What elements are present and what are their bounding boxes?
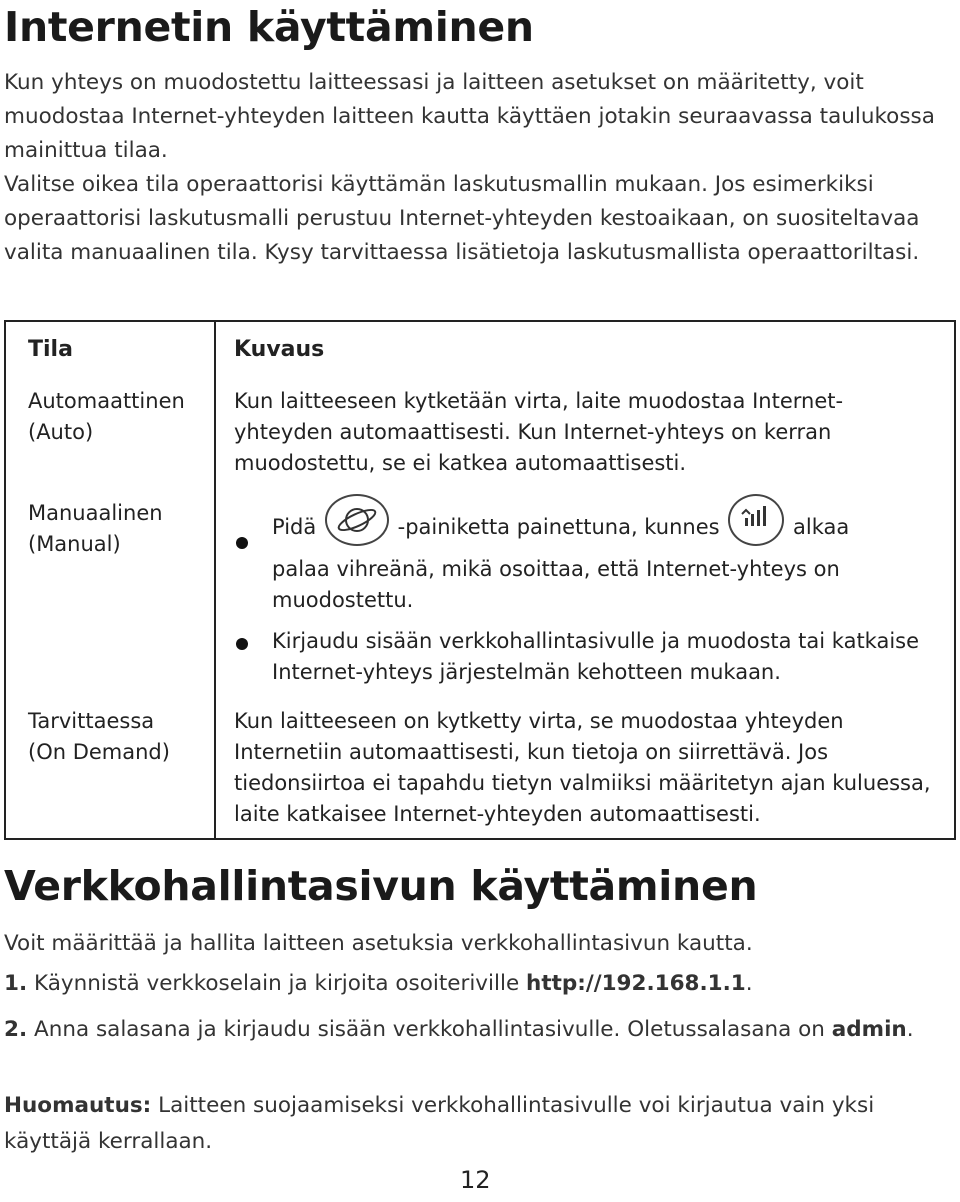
bullet-icon [236,537,248,549]
router-url: http://192.168.1.1 [526,971,746,996]
bullet1-pre: Pidä [272,515,317,539]
mode-code: (Auto) [28,420,94,444]
bullet1-mid: -painiketta painettuna, kunnes [397,515,720,539]
table-row-auto-description: Kun laitteeseen kytketään virta, laite muodostaa Internet-yhteyden automaattisesti. Kun Internet-yhteys on kerran muodostettu, se ei katkea automaattisesti. [234,389,844,475]
step-2 [4,1012,954,1048]
note-label: Huomautus: [4,1093,152,1118]
intro-paragraph-2: Valitse oikea tila operaattorisi käyttämän laskutusmallin mukaan. Jos esimerkiksi operaattorisi laskutusmalli perustuu Internet-yhteyden kestoaikaan, on suositeltavaa valita manuaalinen tila. Kysy tarvittaessa lisätietoja laskutusmallista operaattoriltasi. [4,172,920,265]
table-column-divider [214,322,216,838]
bullet1-rest: palaa vihreänä, mikä osoittaa, että Internet-yhteys on muodostettu. [272,557,840,612]
table-row-ondemand-mode [28,706,170,768]
modes-table [4,320,956,840]
step-number: 2. [4,1017,28,1042]
globe-button-icon [325,494,389,546]
mode-code: (Manual) [28,532,121,556]
bullet1-post: alkaa [792,515,850,539]
step-end: . [906,1017,914,1042]
section-intro: Voit määrittää ja hallita laitteen asetuksia verkkohallintasivun kautta. [4,931,753,956]
note-text: Laitteen suojaamiseksi verkkohallintasivulle voi kirjautua vain yksi käyttäjä kerrallaan. [4,1093,875,1154]
section-title: Verkkohallintasivun käyttäminen [4,862,758,910]
table-header-mode: Tila [28,337,73,362]
step-text: Anna salasana ja kirjaudu sisään verkkohallintasivulle. Oletussalasana on [33,1017,825,1042]
page-title: Internetin käyttäminen [4,3,534,51]
page-number: 12 [460,1166,491,1194]
mode-name: Tarvittaessa [28,709,155,733]
table-row-ondemand-description: Kun laitteeseen on kytketty virta, se muodostaa yhteyden Internetiin automaattisesti, kun tietoja on siirrettävä. Jos tiedonsiirtoa ei tapahdu tietyn valmiiksi määritetyn ajan kuluessa, laite katkaisee Internet-yhteyden automaattisesti. [234,709,931,826]
step-text: Käynnistä verkkoselain ja kirjoita osoiteriville [33,971,520,996]
step-end: . [745,971,753,996]
table-header-description: Kuvaus [234,337,325,362]
mode-name: Automaattinen [28,389,185,413]
intro-text [4,66,954,270]
table-row-auto-mode [28,386,185,448]
intro-paragraph-1: Kun yhteys on muodostettu laitteessasi ja laitteen asetukset on määritetty, voit muodostaa Internet-yhteyden laitteen kautta käyttäen jotakin seuraavassa taulukossa mainittua tilaa. [4,70,935,163]
bullet-icon [236,638,248,650]
note [4,1088,954,1160]
mode-code: (On Demand) [28,740,170,764]
default-password: admin [831,1017,907,1042]
table-row-manual-bullet-2: Kirjaudu sisään verkkohallintasivulle ja muodosta tai katkaise Internet-yhteys järjestelmän kehotteen mukaan. [272,629,920,684]
step-number: 1. [4,971,28,996]
table-row-manual-bullet-1 [272,502,932,616]
step-1 [4,966,954,1002]
signal-bars-icon [728,494,784,546]
mode-name: Manuaalinen [28,501,163,525]
table-row-manual-mode [28,498,163,560]
